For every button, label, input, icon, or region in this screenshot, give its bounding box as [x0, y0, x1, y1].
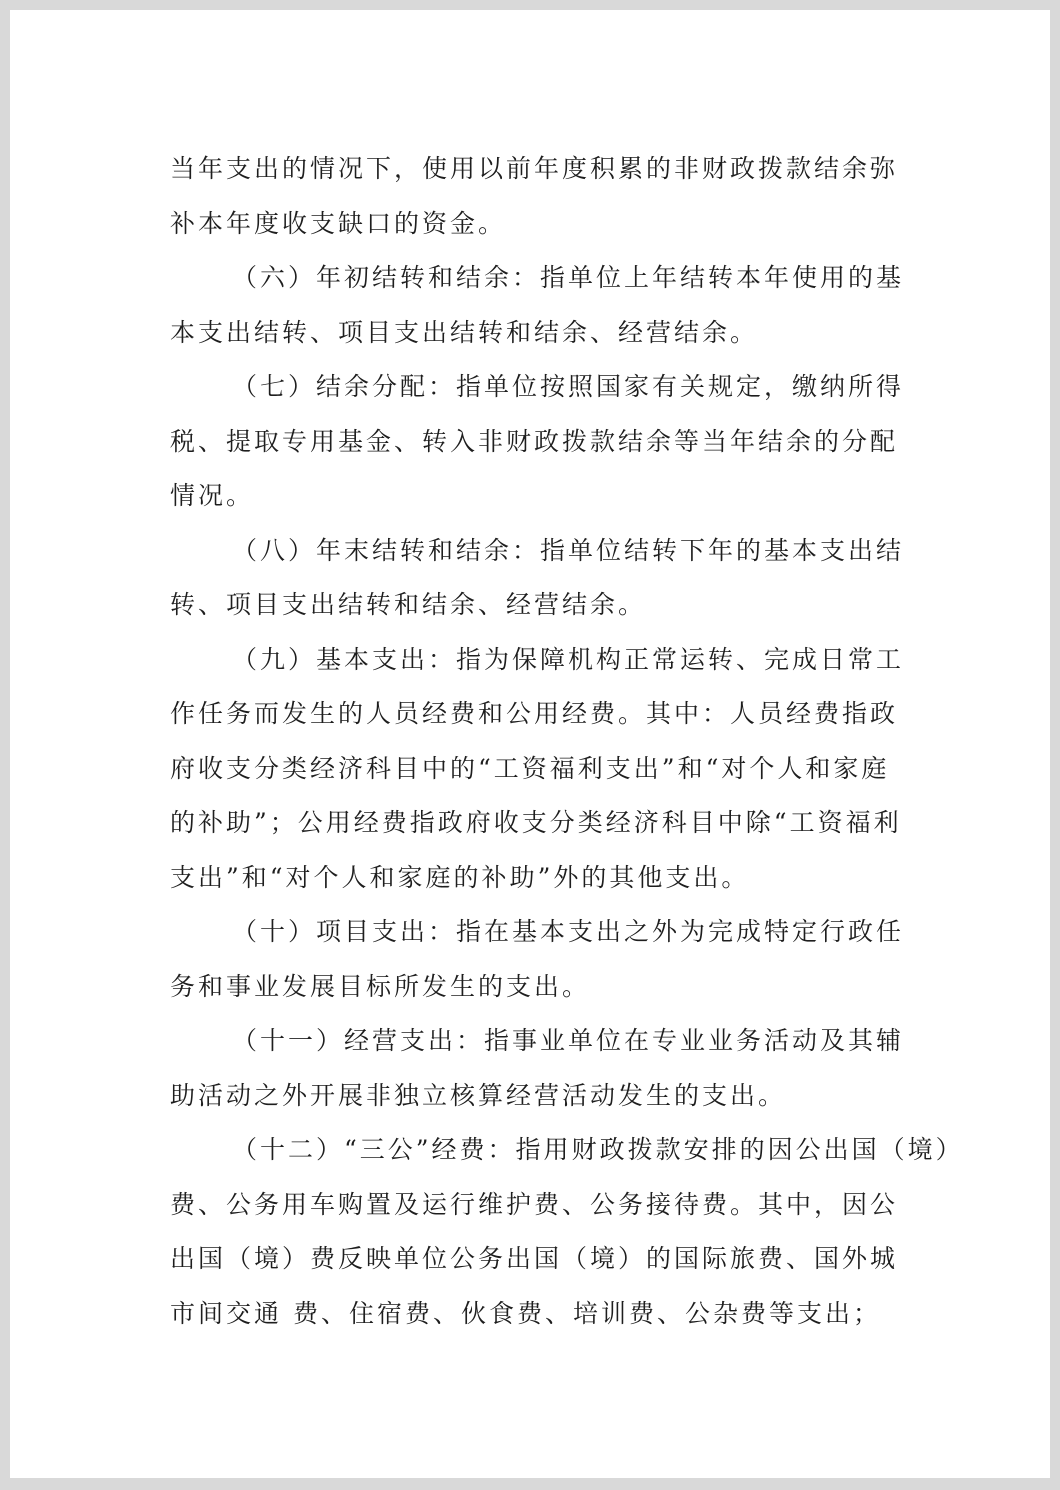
text-line: 本支出结转、项目支出结转和结余、经营结余。 [170, 317, 759, 347]
paragraph-start-line: （九）基本支出：指为保障机构正常运转、完成日常工 [232, 644, 905, 674]
text-line: 务和事业发展目标所发生的支出。 [170, 971, 591, 1001]
text-line: 出国（境）费反映单位公务出国（境）的国际旅费、国外城 [170, 1244, 899, 1273]
text-line: 支出”和“对个人和家庭的补助”外的其他支出。 [170, 862, 750, 892]
body-text [170, 142, 964, 1341]
text-line: 市间交通 费、住宿费、伙食费、培训费、公杂费等支出； [170, 1298, 881, 1328]
text-line: 补本年度收支缺口的资金。 [170, 208, 507, 238]
paragraph-start-line: （十一）经营支出：指事业单位在专业业务活动及其辅 [232, 1026, 905, 1055]
text-line: 助活动之外开展非独立核算经营活动发生的支出。 [170, 1080, 787, 1110]
paragraph-start-line: （八）年末结转和结余：指单位结转下年的基本支出结 [232, 535, 905, 565]
text-line: 转、项目支出结转和结余、经营结余。 [170, 590, 647, 619]
paragraph-start-line: （六）年初结转和结余：指单位上年结转本年使用的基 [232, 263, 905, 292]
text-line: 当年支出的情况下，使用以前年度积累的非财政拨款结余弥 [170, 154, 899, 183]
document-page [10, 10, 1050, 1478]
text-line: 作任务而发生的人员经费和公用经费。其中：人员经费指政 [170, 699, 899, 728]
paragraph-start-line: （十二）“三公”经费：指用财政拨款安排的因公出国（境） [232, 1135, 964, 1164]
paragraph-start-line: （七）结余分配：指单位按照国家有关规定，缴纳所得 [232, 372, 905, 401]
text-line: 费、公务用车购置及运行维护费、公务接待费。其中，因公 [170, 1189, 899, 1219]
text-line: 府收支分类经济科目中的“工资福利支出”和“对个人和家庭 [170, 753, 890, 783]
paragraph-start-line: （十）项目支出：指在基本支出之外为完成特定行政任 [232, 917, 905, 946]
text-line: 情况。 [170, 481, 255, 510]
text-line: 税、提取专用基金、转入非财政拨款结余等当年结余的分配 [170, 426, 899, 456]
text-line: 的补助”；公用经费指政府收支分类经济科目中除“工资福利 [170, 808, 902, 837]
